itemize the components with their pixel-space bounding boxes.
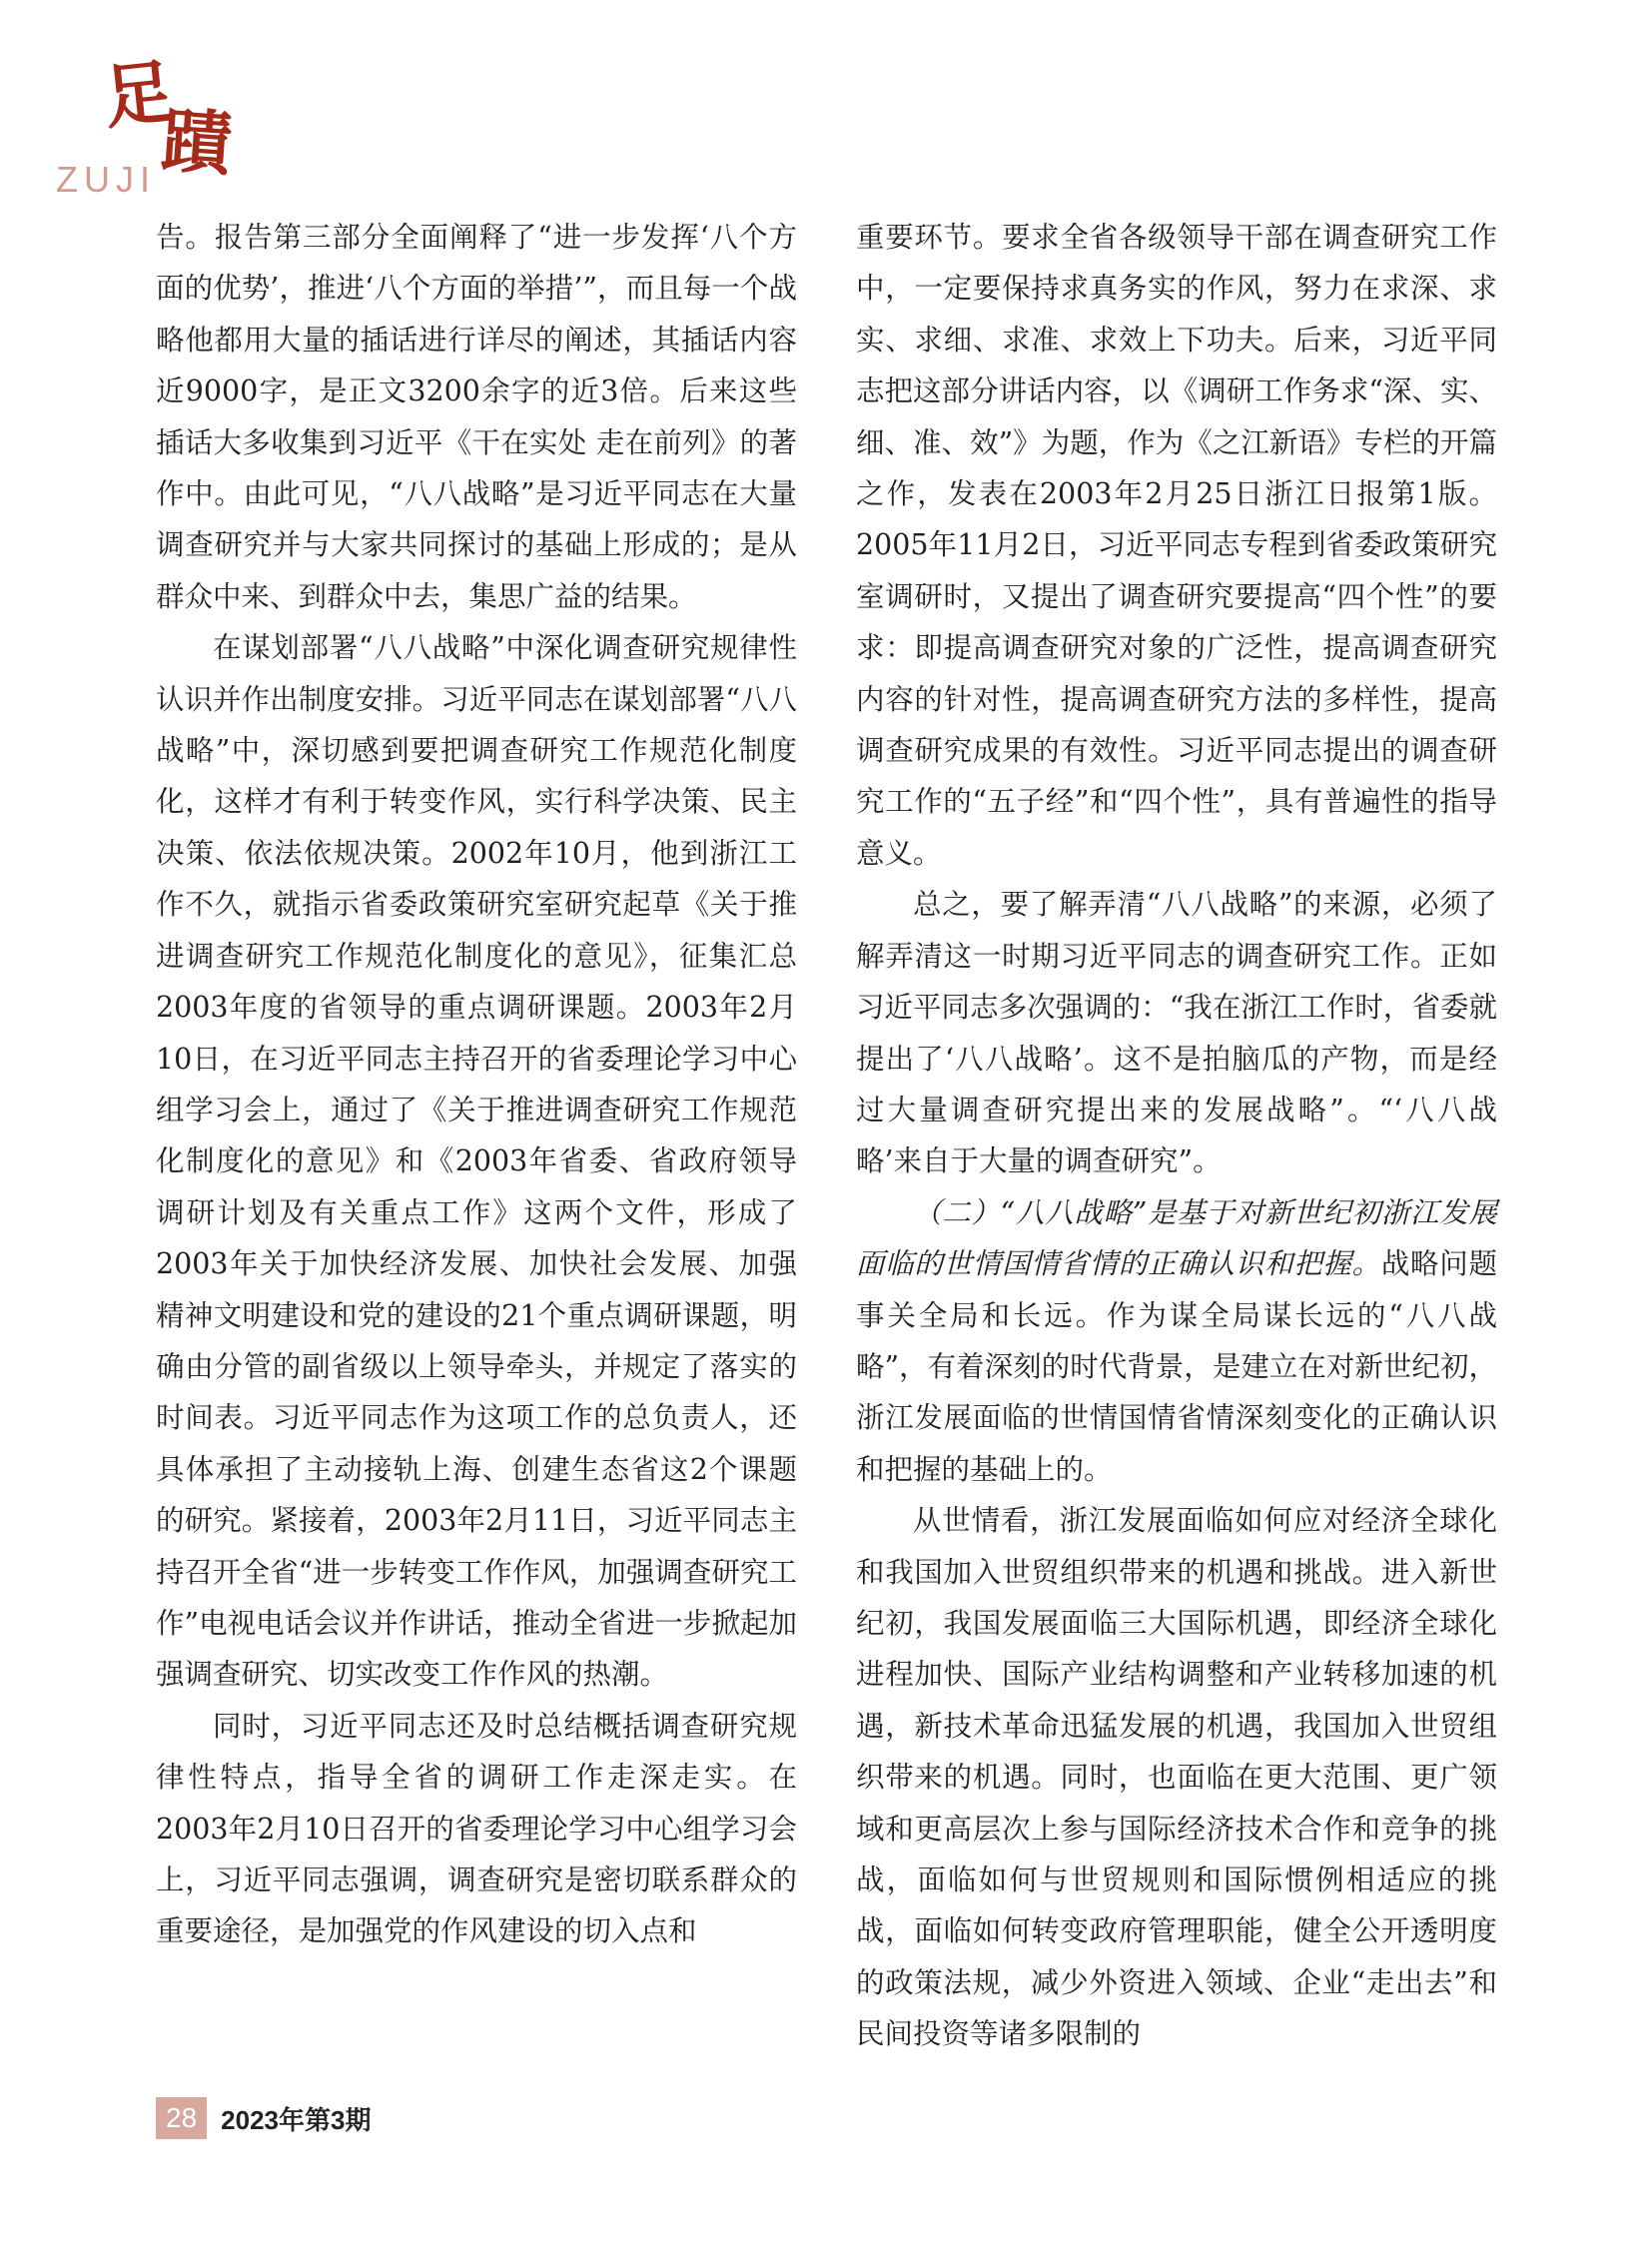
logo-character-zu: 足 [99, 49, 179, 140]
section-heading: （二）“八八战略”是基于对新世纪初浙江发展面临的世情国情省情的正确认识和把握。 [856, 1195, 1497, 1281]
paragraph: 从世情看，浙江发展面临如何应对经济全球化和我国加入世贸组织带来的机遇和挑战。进入新世纪初，我国发展面临三大国际机遇，即经济全球化进程加快、国际产业结构调整和产业转移加速的机遇，新技术革命迅猛发展的机遇，我国加入世贸组织带来的机遇。同时，也面临在更大范围、更广领域和更高层次上参与国际经济技术合作和竞争的挑战，面临如何与世贸规则和国际惯例相适应的挑战，面临如何转变政府管理职能，健全公开透明度的政策法规，减少外资进入领域、企业“走出去”和民间投资等诸多限制的 [856, 1504, 1497, 2051]
section-heading-paragraph [856, 1187, 1497, 1495]
logo-latin-text: ZUJI [56, 159, 156, 200]
paragraph: 告。报告第三部分全面阐释了“进一步发挥‘八个方面的优势’，推进‘八个方面的举措’”，而且每一个战略他都用大量的插话进行详尽的阐述，其插话内容近9000字，是正文3200余字的近3倍。后来这些插话大多收集到习近平《干在实处 走在前列》的著作中。由此可见，“八八战略”是习近平同志在大量调查研究并与大家共同探讨的基础上形成的；是从群众中来、到群众中去，集思广益的结果。 [156, 221, 797, 613]
logo-character-ji: 蹟 [159, 98, 235, 187]
left-text-column [156, 212, 797, 1957]
paragraph: 在谋划部署“八八战略”中深化调查研究规律性认识并作出制度安排。习近平同志在谋划部署“八八战略”中，深切感到要把调查研究工作规范化制度化，这样才有利于转变作风，实行科学决策、民主决策、依法依规决策。2002年10月，他到浙江工作不久，就指示省委政策研究室研究起草《关于推进调查研究工作规范化制度化的意见》，征集汇总2003年度的省领导的重点调研课题。2003年2月10日，在习近平同志主持召开的省委理论学习中心组学习会上，通过了《关于推进调查研究工作规范化制度化的意见》和《2003年省委、省政府领导调研计划及有关重点工作》这两个文件，形成了2003年关于加快经济发展、加快社会发展、加强精神文明建设和党的建设的21个重点调研课题，明确由分管的副省级以上领导牵头，并规定了落实的时间表。习近平同志作为这项工作的总负责人，还具体承担了主动接轨上海、创建生态省这2个课题的研究。紧接着，2003年2月11日，习近平同志主持召开全省“进一步转变工作作风，加强调查研究工作”电视电话会议并作讲话，推动全省进一步掀起加强调查研究、切实改变工作作风的热潮。 [156, 631, 797, 1692]
page-number: 28 [156, 2097, 207, 2139]
paragraph: 总之，要了解弄清“八八战略”的来源，必须了解弄清这一时期习近平同志的调查研究工作。正如习近平同志多次强调的：“我在浙江工作时，省委就提出了‘八八战略’。这不是拍脑瓜的产物，而是经过大量调查研究提出来的发展战略”。“‘八八战略’来自于大量的调查研究”。 [856, 888, 1497, 1178]
issue-label: 2023年第3期 [221, 2104, 372, 2135]
section-heading-body: 战略问题事关全局和长远。作为谋全局谋长远的“八八战略”，有着深刻的时代背景，是建立在对新世纪初，浙江发展面临的世情国情省情深刻变化的正确认识和把握的基础上的。 [856, 1247, 1497, 1486]
page-footer [156, 2097, 371, 2139]
right-text-column [856, 212, 1497, 2060]
paragraph: 重要环节。要求全省各级领导干部在调查研究工作中，一定要保持求真务实的作风，努力在求深、求实、求细、求准、求效上下功夫。后来，习近平同志把这部分讲话内容，以《调研工作务求“深、实、细、准、效”》为题，作为《之江新语》专栏的开篇之作，发表在2003年2月25日浙江日报第1版。2005年11月2日，习近平同志专程到省委政策研究室调研时，又提出了调查研究要提高“四个性”的要求：即提高调查研究对象的广泛性，提高调查研究内容的针对性，提高调查研究方法的多样性，提高调查研究成果的有效性。习近平同志提出的调查研究工作的“五子经”和“四个性”，具有普遍性的指导意义。 [856, 221, 1497, 870]
magazine-logo [52, 49, 252, 200]
paragraph: 同时，习近平同志还及时总结概括调查研究规律性特点，指导全省的调研工作走深走实。在2003年2月10日召开的省委理论学习中心组学习会上，习近平同志强调，调查研究是密切联系群众的重要途径，是加强党的作风建设的切入点和 [156, 1709, 797, 1948]
